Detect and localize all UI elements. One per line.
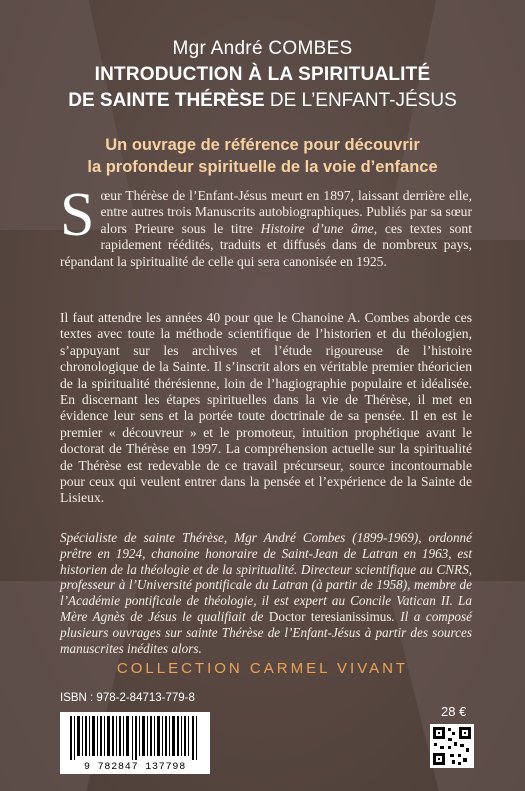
barcode (60, 712, 210, 774)
author-biography (60, 530, 472, 656)
intro-book-title: Histoire d’une âme (260, 220, 374, 236)
bio-text-a: Spécialiste de sainte Thérèse, Mgr André Combes (1899-1969), ordonné prêtre en 1924, chanoine honoraire de Saint-Jean de Latran en 1963, est historien de la théologie et de la spiritualité. Directeur scientifique au CNRS, professeur à l’Université pontificale du Latran (à partir de 1958), membre de l’Académie pontificale de théologie, il est expert au Concile Vatican II. La Mère Agnès de Jésus le qualifiait de (60, 530, 472, 624)
intro-text-a: œur Thérèse de l’Enfant-Jésus meurt en 1897, laissant derrière elle, entre autres trois Manuscrits autobiographiques. Publiés par sa sœur alors Prieure sous le titre (100, 188, 472, 236)
drop-cap: S (60, 181, 95, 249)
intro-text-b: , ces textes sont rapidement réédités, traduits et diffusés dans de nombreux pays, répandant la spiritualité de celle qui sera canonisée en 1925. (60, 220, 472, 269)
bio-text-b: . Il a composé plusieurs ouvrages sur sainte Thérèse de l’Enfant-Jésus à partir des sources manuscrites inédites alors. (60, 608, 472, 656)
title-bold-part: DE SAINTE THÉRÈSE (68, 90, 265, 111)
paragraph-combes: Il faut attendre les années 40 pour que le Chanoine A. Combes aborde ces textes avec toute la méthode scientifique de l’historien et du théologien, s’appuyant sur les archives et l’étude rigoureuse de l’histoire chronologique de la Sainte. Il s’inscrit alors en véritable premier théoricien de la spiritualité thérésienne, loin de l’hagiographie populaire et idéalisée. En discernant les étapes spirituelles dans la vie de Thérèse, il met en évidence leur sens et la portée toute doctrinale de sa pensée. Il en est le premier « découvreur » et le promoteur, intuition prophétique avant le doctorat de Thérèse en 1997. La compréhension actuelle sur la spiritualité de Thérèse est redevable de ce travail précurseur, source incontournable pour ceux qui veulent entrer dans la pensée et l’expérience de la Sainte de Lisieux. (60, 310, 472, 506)
subtitle (40, 134, 485, 178)
author-name: Mgr André COMBES (172, 38, 353, 59)
subtitle-line1: Un ouvrage de référence pour découvrir (105, 136, 420, 154)
price: 28 € (441, 704, 467, 719)
collection-name: COLLECTION CARMEL VIVANT (116, 660, 409, 677)
paragraph-intro (60, 181, 472, 270)
barcode-digits: 9 782847 137798 (83, 762, 186, 773)
isbn: ISBN : 978-2-84713-779-8 (60, 692, 195, 704)
book-title-line1: INTRODUCTION À LA SPIRITUALITÉ (94, 64, 431, 85)
book-title-line2 (0, 90, 525, 112)
barcode-bars-icon (70, 716, 200, 760)
title-rest: DE L’ENFANT-JÉSUS (264, 90, 457, 111)
bio-latin-title: Doctor teresianissimus (268, 608, 392, 624)
qr-code-icon (430, 724, 474, 768)
subtitle-line2: la profondeur spirituelle de la voie d’enfance (87, 158, 438, 176)
